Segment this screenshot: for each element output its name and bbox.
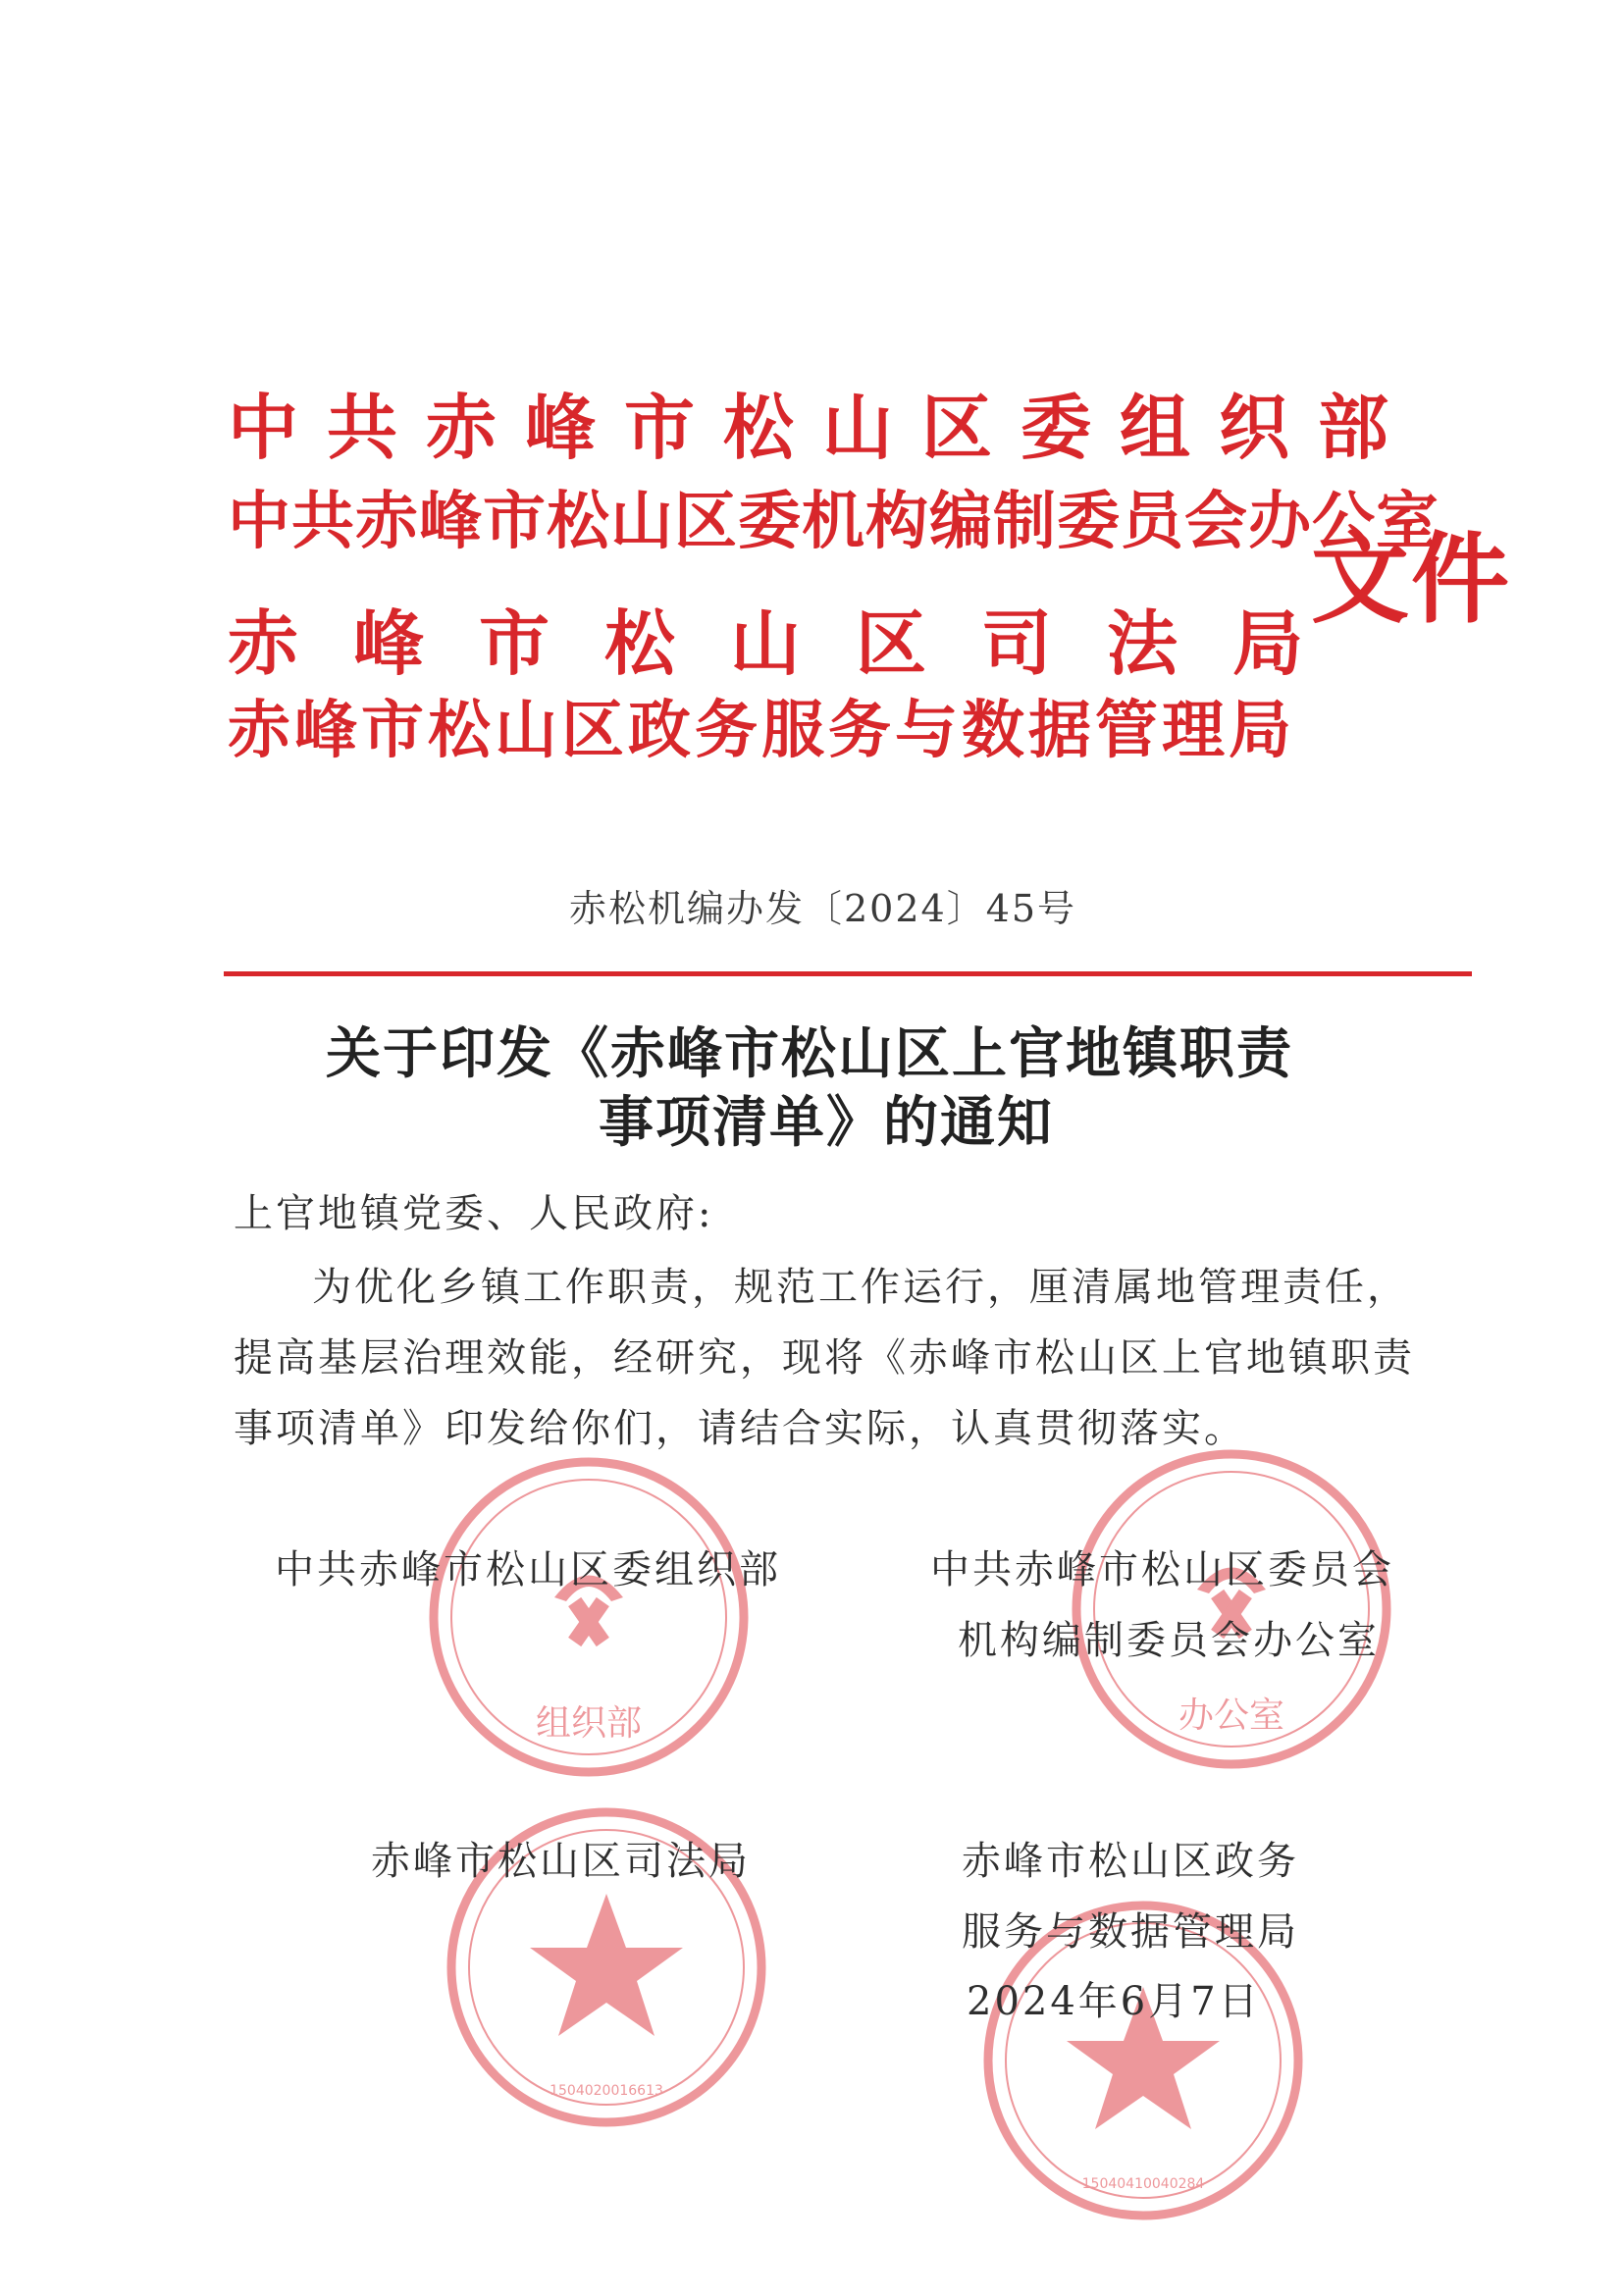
svg-text:1504041004028​4: 1504041004028​4 xyxy=(1081,2176,1205,2192)
issue-date: 2024年6月7日 xyxy=(967,1979,1261,2024)
signature-data-bureau-line-2: 服务与数据管理局 xyxy=(962,1909,1299,1955)
body-paragraph-line: 事项清单》印发给你们，请结合实际，认真贯彻落实。 xyxy=(234,1406,1246,1451)
issuer-line-2: 中共赤峰市松山区委机构编制委员会办公室 xyxy=(228,485,1440,558)
issuer-line-3: 赤峰市松山区司法局 xyxy=(228,601,1359,685)
document-title-line-1: 关于印发《赤峰市松山区上官地镇职责 xyxy=(326,1021,1293,1086)
salutation: 上官地镇党委、人民政府: xyxy=(234,1191,714,1236)
official-seal-organization-dept xyxy=(422,1450,756,1784)
document-number: 赤松机编办发〔2024〕45号 xyxy=(569,887,1077,930)
signature-organization-dept: 中共赤峰市松山区委组织部 xyxy=(275,1547,781,1592)
document-title-line-2: 事项清单》的通知 xyxy=(599,1090,1054,1155)
body-paragraph-line: 为优化乡镇工作职责，规范工作运行，厘清属地管理责任， xyxy=(312,1265,1409,1310)
signature-data-bureau-line-1: 赤峰市松山区政务 xyxy=(962,1839,1299,1884)
svg-text:1504020016613: 1504020016613 xyxy=(550,2083,663,2099)
signature-staffing-office-line-2: 机构编制委员会办公室 xyxy=(958,1618,1380,1663)
signature-staffing-office-line-1: 中共赤峰市松山区委员会 xyxy=(930,1547,1394,1592)
issuer-line-1: 中共赤峰市松山区委组织部 xyxy=(228,386,1418,469)
issuer-line-4: 赤峰市松山区政务服务与数据管理局 xyxy=(228,694,1295,767)
svg-text:办公室: 办公室 xyxy=(1178,1696,1285,1736)
document-type-label: 文件 xyxy=(1311,521,1511,637)
body-paragraph-line: 提高基层治理效能，经研究，现将《赤峰市松山区上官地镇职责 xyxy=(234,1335,1415,1381)
signature-justice-bureau: 赤峰市松山区司法局 xyxy=(371,1839,751,1884)
red-divider xyxy=(224,971,1472,976)
svg-text:组织部: 组织部 xyxy=(535,1703,643,1744)
